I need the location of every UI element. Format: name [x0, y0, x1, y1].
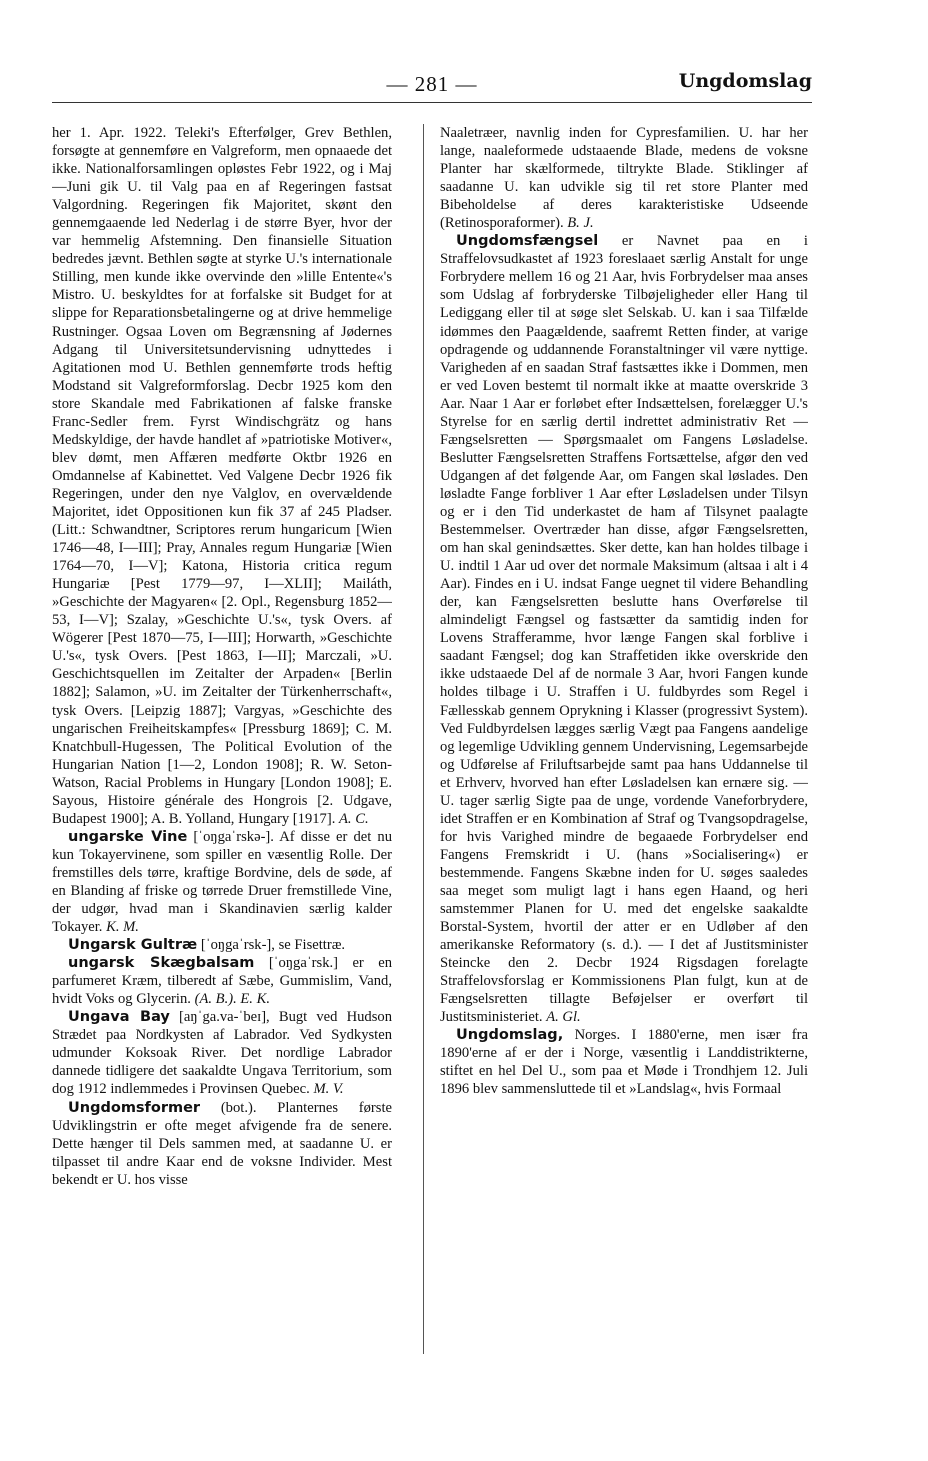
- entry-text: [aŋˈga.va-ˈbeɪ], Bugt ved Hudson Strædet paa Nordkysten af Labrador. Ved Sydkysten udmunder Koksoak River. Det nordlige Labrador dannede tidligere det saakaldte Ungava Territorium, som dog 1912 indlemmedes i Provinsen Quebec.: [52, 1009, 392, 1098]
- page-header: [52, 68, 812, 103]
- entry-headword: Ungarsk Gultræ: [68, 937, 198, 954]
- entry-ungdomsfaengsel: [440, 232, 808, 1026]
- entry-signature: (A. B.). E. K.: [194, 991, 270, 1008]
- entry-headword: Ungava Bay: [68, 1009, 170, 1026]
- entry-continuation: [52, 124, 392, 828]
- entry-signature: M. V.: [313, 1081, 344, 1098]
- entry-signature: B. J.: [567, 215, 594, 232]
- entry-headword: Ungdomsformer: [68, 1099, 201, 1116]
- entry-text: her 1. Apr. 1922. Teleki's Efterfølger, Grev Bethlen, forsøgte at gennemføre en Valgreform, men opnaaede det ikke. Nationalforsamlingen opløstes Febr 1922, og i Maj—Juni gik U. til Valg paa en af Regeringen fastsat Valgordning. Regeringen fik Majoritet, skønt den gennemgaaende led Nederlag i de større Byer, hvor der var hemmelig Afstemning. Den finansielle Situation bedredes jævnt. Bethlen søgte at styrke U.'s internationale Stilling, men kunde ikke overvinde den »lille Entente«'s Mistro. U. beskyldtes for at forfalske sit Budget for at slippe for Reparationsbetalingerne og at drive hemmelige Rustninger. Ogsaa Loven om Begrænsning af Jødernes Adgang til Universitetsundervisning udnyttedes i Agitationen mod U. Bethlen gennemførte trods heftig Modstand sit Valgreformforslag. Decbr 1925 kom den store Skandale med Fabrikationen af falske franske Franc-Sedler frem. Fyrst Windischgrätz og hans Medskyldige, der havde handlet af »patriotiske Motiver«, blev dømt, men Affæren medførte Oktbr 1926 en Omdannelse af Kabinettet. Ved Valgene Decbr 1926 fik Regeringen, under den nye Valglov, en overvældende Majoritet, idet Oppositionen kun fik 37 af 245 Pladser. (Litt.: Schwandtner, Scriptores rerum hungaricum [Wien 1746—48, I—III]; Pray, Annales regum Hungariæ [Wien 1764—70, I—V]; Katona, Historia critica regum Hungariæ [Pest 1779—97, I—XLII]; Mailáth, »Geschichte der Magyaren« [2. Opl., Regensburg 1852—53, I—V]; Szalay, »Geschichte U.'s«, tysk Overs. af Wögerer [Pest 1870—75, I—III]; Horwarth, »Geschichte U.'s«, tysk Overs. [Pest 1863, I—II]; Marczali, »U. Geschichtsquellen im Zeitalter der Arpaden« [Berlin 1882]; Salamon, »U. im Zeitalter der Türkenherrschaft«, tysk Overs. [Leipzig 1887]; Vargyas, »Geschichte des ungarischen Freiheitskampfes« [Pressburg 1869]; C. M. Knatchbull-Hugessen, The Political Evolution of the Hungarian Nation [1—2, London 1908]; R. W. Seton-Watson, Racial Problems in Hungary [London 1908]; E. Sayous, Histoire générale des Hongrois [2. Udgave, Budapest 1900]; A. B. Yolland, Hungary [1917].: [52, 125, 392, 827]
- entry-signature: A. C.: [339, 810, 369, 827]
- entry-ungava-bay: [52, 1008, 392, 1098]
- entry-ungarsk-gultrae: [52, 936, 392, 954]
- entry-text: [ˈoŋgaˈrsk.] er en parfumeret Kræm, tilberedt af Sæbe, Gummislim, Vand, hvidt Voks og Glycerin.: [52, 955, 392, 1008]
- entry-text: Norges. I 1880'erne, men især fra 1890'erne af er der i Norge, væsentlig i Landdistrikterne, stiftet en hel Del U., som paa et Møde i Trondhjem 12. Juli 1896 blev sammensluttede til et »Landslag«, hvis Formaal: [440, 1027, 808, 1098]
- entry-signature: K. M.: [106, 919, 139, 936]
- entry-ungarsk-skaegbalsam: [52, 954, 392, 1008]
- entry-text: [ˈoŋgaˈrsk-], se Fisettræ.: [197, 937, 346, 954]
- entry-ungdomslag: [440, 1026, 808, 1098]
- entry-headword: ungarsk Skægbalsam: [68, 955, 255, 972]
- entry-text: Naaletræer, navnlig inden for Cypresfamilien. U. har her lange, naaleformede udstaaende Blade, medens de voksne Planter har skælformede, tiltrykte Blade. Stiklinger af saadanne U. kan udvikle sig til ret store Planter med Bibeholdelse af deres karakteristiske Udseende (Retinosporaformer).: [440, 125, 808, 232]
- entry-ungdomsformer: [52, 1099, 392, 1189]
- right-column: [440, 124, 808, 1384]
- entry-text: er Navnet paa en i Straffelovsudkastet af 1923 foreslaaet særlig Anstalt for unge Forbrydere mellem 16 og 21 Aar, hvis Forbrydelser maa anses som Udslag af forbryderske Tilbøjeligheder eller Hang til Lediggang eller til at søge slet Selskab. U. kan i saa Tilfælde idømmes den Paagældende, saafremt Retten finder, at varige opdragende og uddannende Foranstaltninger vil være nyttige. Varigheden af en saadan Straf fastsættes ikke i Dommen, men er ved Loven bestemt til normalt ikke at maatte overskride 3 Aar. Naar 1 Aar er forløbet efter Indsættelsen, forelægger U.'s Styrelse for en særlig dertil indrettet administrativ Ret — Fængselsretten — Spørgsmaalet om Fangens Løsladelse. Beslutter Fængselsretten Straffens Fortsættelse, afgør den ved Udgangen af det følgende Aar, om Fangen skal løslades. Den løsladte Fange forbliver 1 Aar efter Løsladelsen under Tilsyn og er i den Tid underkastet de ham af Tilsynet paalagte Bestemmelser. Overtræder han disse, afgør Fængselsretten, om han skal genindsættes. Sker dette, kan han holdes tilbage i U. indtil 1 Aar ud over det normale Maksimum (altsaa i alt i 4 Aar). Findes en i U. indsat Fange uegnet til videre Behandling der, kan Fængselsretten beslutte hans Overførelse til almindeligt Fængsel og fastsætter da samtidig inden for Lovens Strafferamme, hvor længe Fangen skal forblive i saadant Fængsel; dog kan Straffetiden ikke overskride den ikke udstaaede Del af de normale 3 Aar, hvori Fangen kunde holdes tilbage i U. Straffen i U. fuldbyrdes som Regel i Fællesskab gennem Oprykning i Klasser (progressivt System). Ved Fuldbyrdelsen lægges særlig Vægt paa Fangens aandelige og legemlige Udvikling gennem Undervisning, Legemsarbejde og Udførelse af Friluftsarbejde samt paa hans Uddannelse til et Erhverv, hvorved han efter Løsladelsen kan ernære sig. — U. tager særlig Sigte paa de unge, vordende Vaneforbrydere, idet Straffen er en Kombination af Straf og Tvangsopdragelse, for hvis Varighed mindre de begaaede Forbrydelser end Fangens Fremskridt i U. (hans »Socialisering«) er bestemmende. Fangens Skæbne inden for U. søges saaledes saa meget som muligt lagt i hans egen Haand, og heri samstemmer Planen for U. med det engelske saakaldte Borstal-System, hvortil der atter er en Udløber af den amerikanske Reformatory (s. d.). — I det af Justitsminister Steincke den 2. Decbr 1924 Rigsdagen forelagte Straffelovsforslag er Kommissionens Plan fulgt, kun at de Fængselsretten tillagte Beføjelser er overført til Justitsministeriet.: [440, 233, 808, 1026]
- left-column: [52, 124, 392, 1384]
- entry-text: (bot.). Planternes første Udviklingstrin er ofte meget afvigende fra de senere. Dette hænger til Dels sammen med, at saadanne U. er tilpasset til andre Kaar end de voksne Individer. Mest bekendt er U. hos visse: [52, 1099, 392, 1188]
- entry-continuation: [440, 124, 808, 232]
- running-head: Ungdomslag: [678, 70, 812, 92]
- entry-headword: Ungdomsfængsel: [456, 233, 599, 250]
- entry-text: [ˈoŋgaˈrskə-]. Af disse er det nu kun Tokayervinene, som spiller en væsentlig Rolle. Der fremstilles dels tørre, kraftige Bordvine, dels de søde, af en Blanding af friske og tørrede Druer fremstillede Vine, der udgør, hvad man i Skandinavien særlig kalder Tokayer.: [52, 828, 392, 936]
- entry-headword: ungarske Vine: [68, 828, 188, 845]
- column-divider: [423, 124, 424, 1354]
- entry-headword: Ungdomslag,: [456, 1027, 564, 1044]
- page-number: — 281 —: [386, 72, 478, 96]
- entry-signature: A. Gl.: [546, 1009, 581, 1026]
- entry-ungarske-vine: [52, 828, 392, 936]
